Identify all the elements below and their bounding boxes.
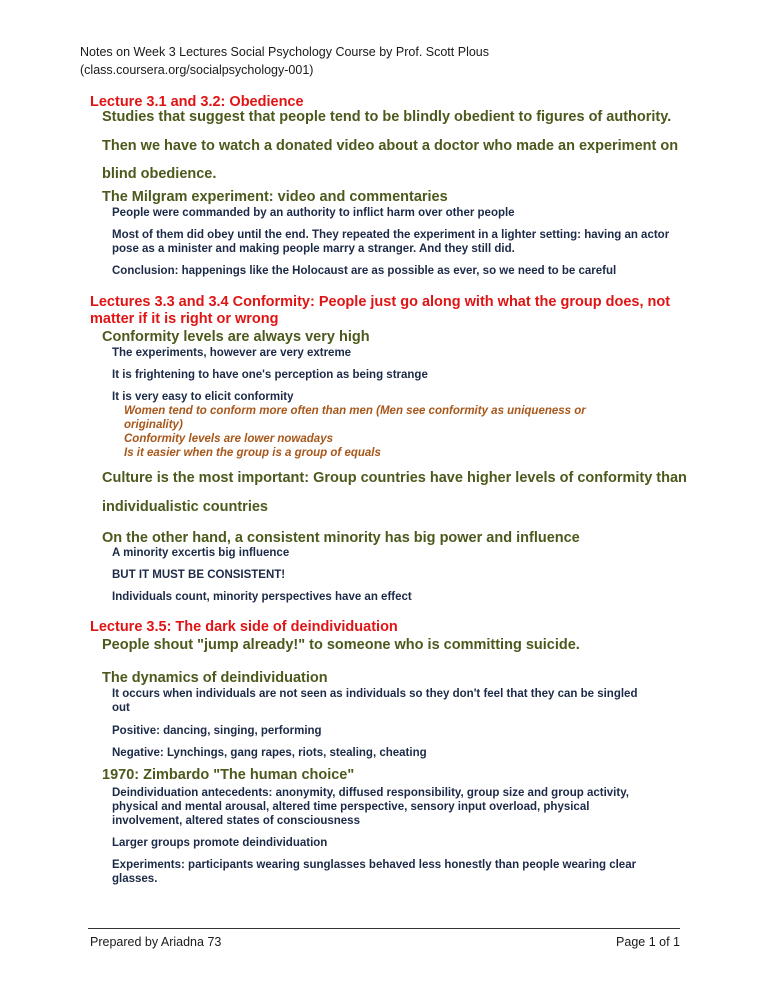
culture-paragraph: Culture is the most important: Group countries have higher levels of conformity than individualistic countries [102, 470, 687, 515]
footer-page-number: Page 1 of 1 [616, 935, 680, 949]
dynamics-heading: The dynamics of deindividuation [102, 670, 328, 686]
dynamics-point: Negative: Lynchings, gang rapes, riots, stealing, cheating [112, 747, 427, 759]
header-url: (class.coursera.org/socialpsychology-001) [80, 63, 314, 77]
conformity-subpoint: Is it easier when the group is a group of equals [124, 447, 381, 459]
conformity-levels-heading: Conformity levels are always very high [102, 329, 370, 345]
milgram-point: Conclusion: happenings like the Holocaust are as possible as ever, so we need to be careful [112, 265, 617, 277]
minority-point: BUT IT MUST BE CONSISTENT! [112, 569, 286, 581]
minority-point: A minority excertis big influence [112, 547, 290, 559]
lecture-title-conformity: Lectures 3.3 and 3.4 Conformity: People just go along with what the group does, not matter if it is right or wrong [90, 294, 671, 327]
milgram-heading: The Milgram experiment: video and commentaries [102, 189, 448, 205]
conformity-point: It is frightening to have one's perception as being strange [112, 369, 428, 381]
footer-divider [88, 928, 680, 929]
conformity-subpoint: Women tend to conform more often than men (Men see conformity as uniqueness or originality) [124, 405, 586, 431]
dynamics-point: It occurs when individuals are not seen as individuals so they don't feel that they can be singled out [112, 688, 638, 714]
zimbardo-heading: 1970: Zimbardo "The human choice" [102, 767, 355, 783]
minority-point: Individuals count, minority perspectives have an effect [112, 591, 412, 603]
milgram-point: People were commanded by an authority to inflict harm over other people [112, 207, 515, 219]
conformity-point: It is very easy to elicit conformity [112, 391, 294, 403]
obedience-intro: Studies that suggest that people tend to be blindly obedient to figures of authority. Then we have to watch a donated video about a doctor who made an experiment on blind obedience. [102, 109, 679, 182]
minority-heading: On the other hand, a consistent minority has big power and influence [102, 530, 580, 546]
lecture-title-deindividuation: Lecture 3.5: The dark side of deindividuation [90, 619, 398, 635]
footer-author: Prepared by Ariadna 73 [90, 935, 222, 949]
deindividuation-intro: People shout "jump already!" to someone who is committing suicide. [102, 637, 580, 653]
header-title: Notes on Week 3 Lectures Social Psychology Course by Prof. Scott Plous [80, 45, 489, 59]
lecture-title-obedience: Lecture 3.1 and 3.2: Obedience [90, 94, 304, 110]
zimbardo-point: Deindividuation antecedents: anonymity, diffused responsibility, group size and group activity, physical and mental arousal, altered time perspective, sensory input overload, physical involvement, altered states of consciousness [112, 787, 629, 827]
milgram-point: Most of them did obey until the end. They repeated the experiment in a lighter setting: having an actor pose as a minister and making people marry a stranger. And they still did. [112, 229, 670, 255]
dynamics-point: Positive: dancing, singing, performing [112, 725, 322, 737]
conformity-subpoint: Conformity levels are lower nowadays [124, 433, 333, 445]
conformity-point: The experiments, however are very extreme [112, 347, 352, 359]
zimbardo-point: Experiments: participants wearing sunglasses behaved less honestly than people wearing clear glasses. [112, 859, 637, 885]
zimbardo-point: Larger groups promote deindividuation [112, 837, 328, 849]
